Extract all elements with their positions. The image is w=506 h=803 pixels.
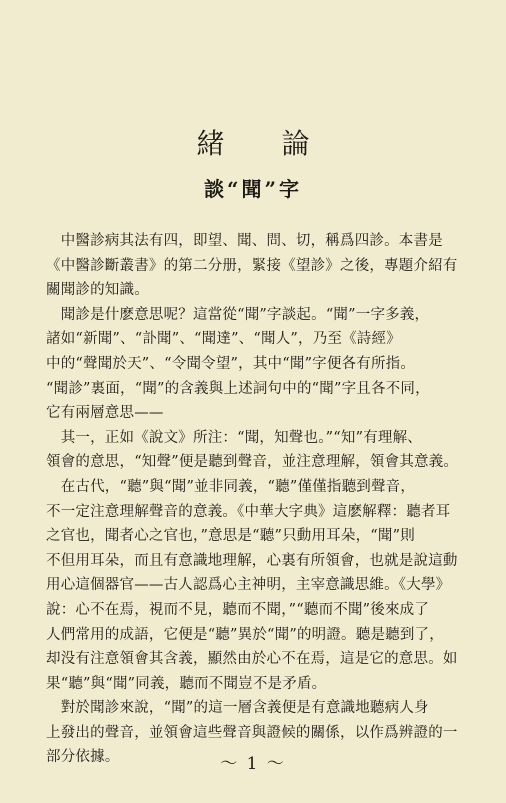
text-line: 人們常用的成語，它便是“聽”異於“聞”的明證。聽是聽到了， [46, 626, 444, 643]
text-line: 對於聞診來說，“聞”的這一層含義便是有意識地聽病人身 [46, 700, 429, 717]
text-line: 果“聽”與“聞”同義，聽而不聞豈不是矛盾。 [46, 675, 327, 692]
text-line: 在古代，“聽”與“聞”並非同義，“聽”僅僅指聽到聲音， [46, 478, 416, 495]
text-line: 中醫診病其法有四，即望、聞、問、切，稱爲四診。本書是 [46, 233, 443, 249]
text-line: 不但用耳朵，而且有意識地理解，心裏有所領會，也就是說這動 [46, 552, 458, 569]
text-line: 聞診是什麽意思呢？這當從“聞”字談起。“聞”一字多義， [46, 306, 430, 323]
text-line: 却没有注意領會其含義，顯然由於心不在焉，這是它的意思。如 [46, 651, 458, 668]
text-line: 中的“聲聞於天”、“令聞令望”，其中“聞”字便各有所指。 [46, 355, 416, 372]
page-number: ～ 1 ～ [220, 754, 286, 774]
text-line: 上發出的聲音，並領會這些聲音與證候的關係，以作爲辨證的一 [46, 724, 458, 741]
text-line: 它有兩層意思—— [46, 405, 164, 422]
body-text [46, 229, 470, 770]
text-line: 不一定注意理解聲音的意義。《中華大字典》這麽解釋：聽者耳 [46, 503, 451, 520]
text-line: 領會的意思，“知聲”便是聽到聲音，並注意理解，領會其意義。 [46, 454, 459, 471]
text-line: 關聞診的知識。 [46, 282, 149, 299]
text-line: 其一，正如《說文》所注：“聞，知聲也。”“知”有理解、 [46, 429, 422, 446]
text-line: 之官也，聞者心之官也，”意思是“聽”只動用耳朵，“聞”則 [46, 528, 415, 545]
section-subtitle: 談“聞”字 [203, 177, 302, 201]
chapter-title: 緒 論 [196, 127, 334, 160]
text-line: 說：心不在焉，視而不見，聽而不聞，”“聽而不聞”後來成了 [46, 601, 430, 618]
text-line: 部分依據。 [46, 749, 120, 766]
text-line: “聞診”裏面，“聞”的含義與上述詞句中的“聞”字且各不同， [46, 380, 430, 397]
text-line: 《中醫診斷叢書》的第二分册，緊接《望診》之後，專題介紹有 [46, 257, 458, 274]
text-line: 用心這個器官——古人認爲心主神明，主宰意識思維。《大學》 [46, 577, 451, 594]
text-line: 諸如“新聞”、“訃聞”、“聞達”、“聞人”，乃至《詩經》 [46, 331, 401, 348]
